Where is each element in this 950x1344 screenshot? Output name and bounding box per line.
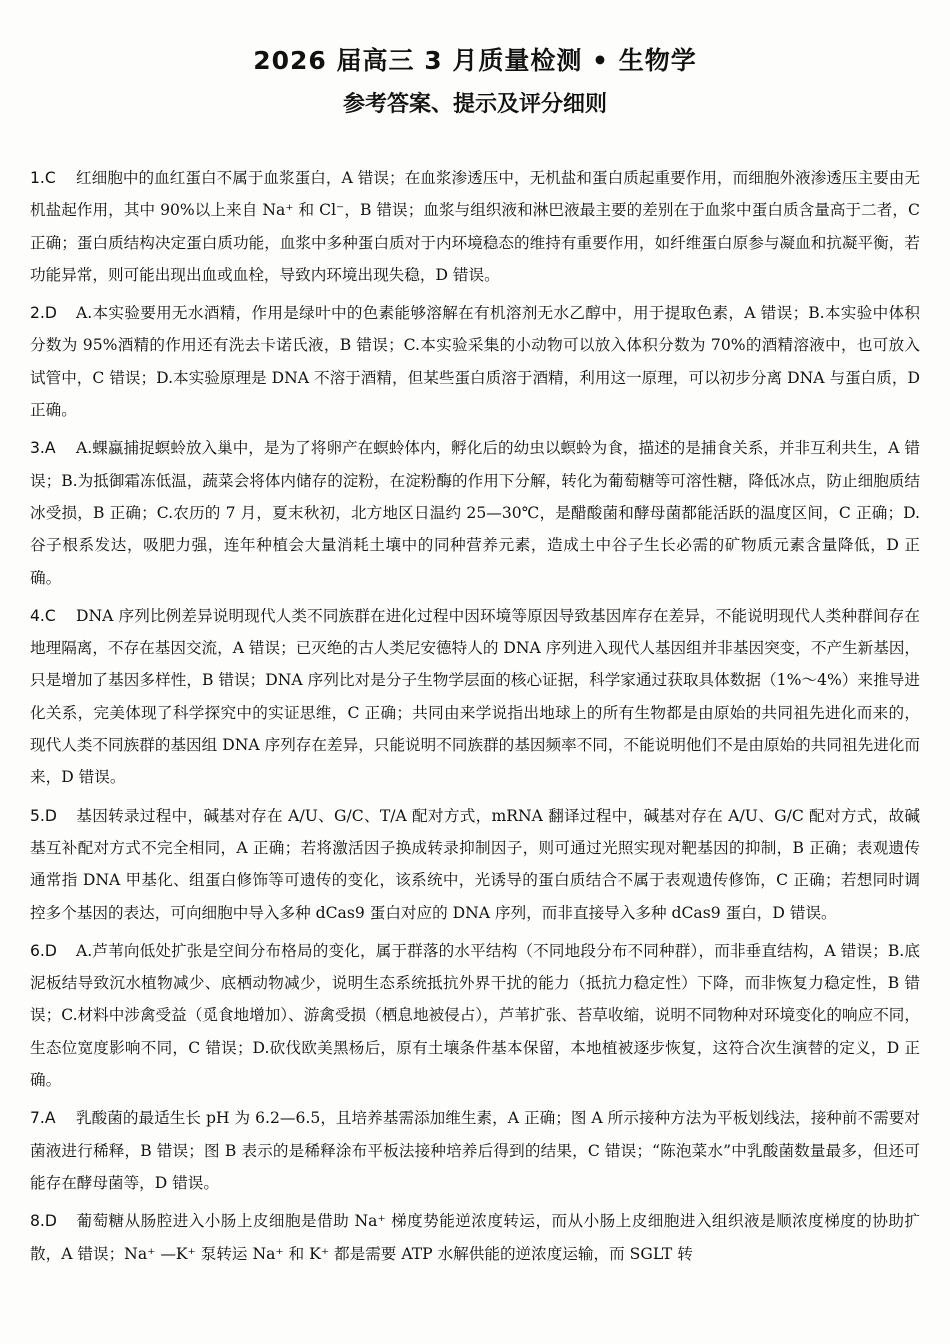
answer-item-7 (30, 1102, 920, 1199)
answer-number: 2.D (30, 304, 57, 323)
answer-number: 1.C (30, 169, 56, 187)
answer-number: 5.D (30, 806, 57, 825)
answer-list (30, 162, 920, 1270)
answer-explanation: A.蜾蠃捕捉螟蛉放入巢中，是为了将卵产在螟蛉体内，孵化后的幼虫以螟蛉为食，描述的是捕食关系，并非互利共生，A 错误；B.为抵御霜冻低温，蔬菜会将体内储存的淀粉，在淀粉酶的作用下分解，转化为葡萄糖等可溶性糖，降低冰点，防止细胞质结冰受损，B 正确；C.农历的 7 月，夏末秋初，北方地区日温约 25—30℃，是醋酸菌和酵母菌都能活跃的温度区间，C 正确；D.谷子根系发达，吸肥力强，连年种植会大量消耗土壤中的同种营养元素，造成土中谷子生长必需的矿物质元素含量降低，D 正确。 (30, 439, 920, 587)
answer-number: 6.D (30, 941, 57, 960)
answer-item-1 (30, 162, 920, 291)
answer-number: 3.A (30, 439, 56, 458)
answer-item-2 (30, 297, 920, 426)
answer-item-5 (30, 800, 920, 929)
answer-number: 7.A (30, 1109, 56, 1128)
document-subtitle: 参考答案、提示及评分细则 (342, 92, 607, 117)
answer-number: 8.D (30, 1212, 57, 1231)
answer-explanation: 红细胞中的血红蛋白不属于血浆蛋白，A 错误；在血浆渗透压中，无机盐和蛋白质起重要作用，而细胞外液渗透压主要由无机盐起作用，其中 90%以上来自 Na⁺ 和 Cl⁻，B 错误；血浆与组织液和淋巴液最主要的差别在于血浆中蛋白质含量高于二者，C 正确；蛋白质结构决定蛋白质功能，血浆中多种蛋白质对于内环境稳态的维持有重要作用，如纤维蛋白原参与凝血和抗凝平衡，若功能异常，则可能出现出血或血栓，导致内环境出现失稳，D 错误。 (30, 169, 920, 284)
answer-explanation: 葡萄糖从肠腔进入小肠上皮细胞是借助 Na⁺ 梯度势能逆浓度转运，而从小肠上皮细胞进入组织液是顺浓度梯度的协助扩散，A 错误；Na⁺ —K⁺ 泵转运 Na⁺ 和 K⁺ 都是需要 ATP 水解供能的逆浓度运输，而 SGLT 转 (30, 1212, 920, 1263)
answer-explanation: DNA 序列比例差异说明现代人类不同族群在进化过程中因环境等原因导致基因库存在差异，不能说明现代人类种群间存在地理隔离，不存在基因交流，A 错误；已灭绝的古人类尼安德特人的 DNA 序列进入现代人基因组并非基因突变，不产生新基因，只是增加了基因多样性，B 错误；DNA 序列比对是分子生物学层面的核心证据，科学家通过获取具体数据（1%～4%）来推导进化关系，完美体现了科学探究中的实证思维，C 正确；共同由来学说指出地球上的所有生物都是由原始的共同祖先进化而来的，现代人类不同族群的基因组 DNA 序列存在差异，只能说明不同族群的基因频率不同，不能说明他们不是由原始的共同祖先进化而来，D 错误。 (30, 606, 921, 787)
answer-item-4 (30, 600, 920, 794)
answer-item-8 (30, 1205, 920, 1270)
answer-number: 4.C (30, 606, 56, 625)
answer-explanation: A.芦苇向低处扩张是空间分布格局的变化，属于群落的水平结构（不同地段分布不同种群），而非垂直结构，A 错误；B.底泥板结导致沉水植物减少、底栖动物减少，说明生态系统抵抗外界干扰的能力（抵抗力稳定性）下降，而非恢复力稳定性，B 错误；C.材料中涉禽受益（觅食地增加）、游禽受损（栖息地被侵占），芦苇扩张、苔草收缩，说明不同物种对环境变化的响应不同，生态位宽度影响不同，C 错误；D.砍伐欧美黑杨后，原有土壤条件基本保留，本地植被逐步恢复，这符合次生演替的定义，D 正确。 (30, 941, 920, 1090)
answer-explanation: 基因转录过程中，碱基对存在 A/U、G/C、T/A 配对方式，mRNA 翻译过程中，碱基对存在 A/U、G/C 配对方式，故碱基互补配对方式不完全相同，A 正确；若将激活因子换成转录抑制因子，则可通过光照实现对靶基因的抑制，B 正确；表观遗传通常指 DNA 甲基化、组蛋白修饰等可遗传的变化，该系统中，光诱导的蛋白质结合不属于表观遗传修饰，C 正确；若想同时调控多个基因的表达，可向细胞中导入多种 dCas9 蛋白对应的 DNA 序列，而非直接导入多种 dCas9 蛋白，D 错误。 (30, 806, 920, 922)
answer-explanation: A.本实验要用无水酒精，作用是绿叶中的色素能够溶解在有机溶剂无水乙醇中，用于提取色素，A 错误；B.本实验中体积分数为 95%酒精的作用还有洗去卡诺氏液，B 错误；C.本实验采集的小动物可以放入体积分数为 70%的酒精溶液中，也可放入试管中，C 错误；D.本实验原理是 DNA 不溶于酒精，但某些蛋白质溶于酒精，利用这一原理，可以初步分离 DNA 与蛋白质，D 正确。 (30, 304, 920, 420)
answer-item-3 (30, 432, 920, 593)
document-title: 2026 届高三 3 月质量检测 • 生物学 (253, 46, 697, 75)
answer-explanation: 乳酸菌的最适生长 pH 为 6.2—6.5，且培养基需添加维生素，A 正确；图 A 所示接种方法为平板划线法，接种前不需要对菌液进行稀释，B 错误；图 B 表示的是稀释涂布平板法接种培养后得到的结果，C 错误；“陈泡菜水”中乳酸菌数量最多，但还可能存在酵母菌等，D 错误。 (30, 1109, 920, 1192)
answer-item-6 (30, 935, 920, 1096)
